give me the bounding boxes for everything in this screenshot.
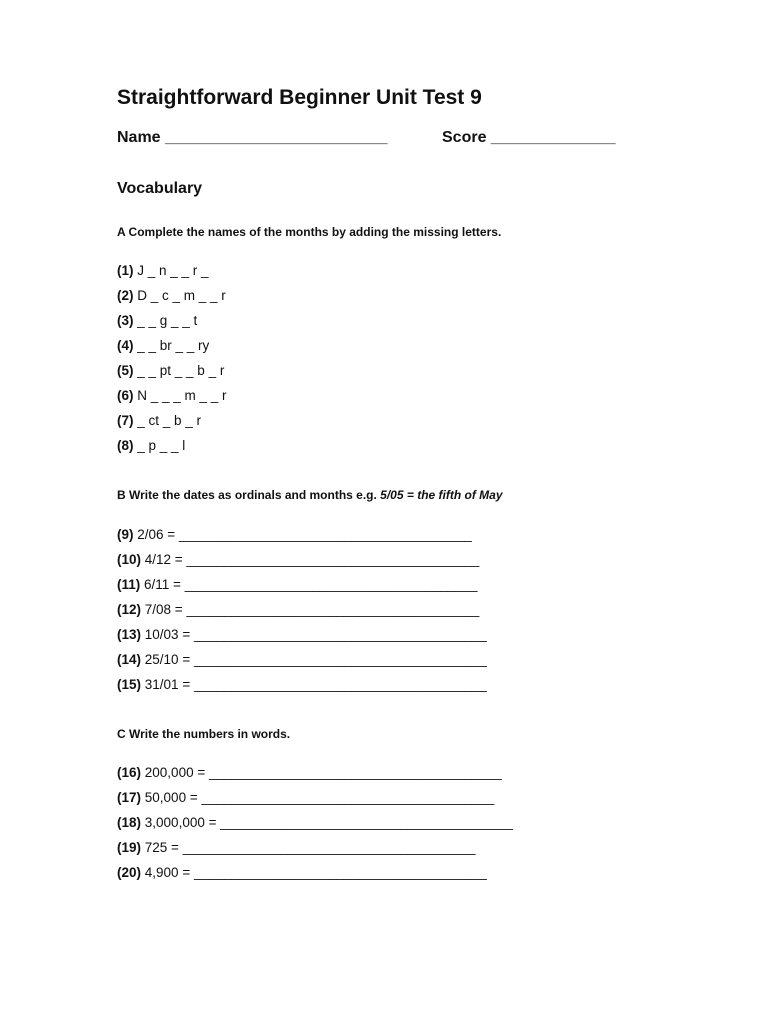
list-item bbox=[117, 433, 227, 458]
item-text: 2/06 = _______________________________________ bbox=[137, 527, 472, 542]
item-number: (14) bbox=[117, 652, 142, 667]
item-number: (20) bbox=[117, 865, 142, 880]
item-text: 6/11 = _______________________________________ bbox=[144, 577, 478, 592]
list-part-a bbox=[117, 258, 227, 458]
instruction-part-b bbox=[117, 488, 503, 502]
item-text: N _ _ _ m _ _ r bbox=[137, 388, 227, 403]
list-part-b bbox=[117, 522, 487, 697]
item-number: (10) bbox=[117, 552, 142, 567]
item-number: (8) bbox=[117, 438, 134, 453]
list-item bbox=[117, 810, 513, 835]
list-item bbox=[117, 333, 227, 358]
item-number: (6) bbox=[117, 388, 134, 403]
item-number: (12) bbox=[117, 602, 142, 617]
item-number: (18) bbox=[117, 815, 142, 830]
list-item bbox=[117, 597, 487, 622]
item-number: (13) bbox=[117, 627, 142, 642]
list-item bbox=[117, 308, 227, 333]
item-text: _ _ g _ _ t bbox=[137, 313, 198, 328]
item-text: 725 = _______________________________________ bbox=[144, 840, 476, 855]
instruction-part-c: C Write the numbers in words. bbox=[117, 727, 291, 741]
item-number: (7) bbox=[117, 413, 134, 428]
item-text: _ ct _ b _ r bbox=[137, 413, 202, 428]
item-number: (2) bbox=[117, 288, 134, 303]
item-text: 200,000 = _______________________________________ bbox=[144, 765, 502, 780]
item-number: (16) bbox=[117, 765, 142, 780]
list-item bbox=[117, 785, 513, 810]
list-item bbox=[117, 672, 487, 697]
name-line bbox=[117, 129, 388, 147]
list-item bbox=[117, 283, 227, 308]
item-number: (5) bbox=[117, 363, 134, 378]
instruction-part-a: A Complete the names of the months by adding the missing letters. bbox=[117, 225, 502, 239]
item-number: (4) bbox=[117, 338, 134, 353]
item-text: 50,000 = _______________________________________ bbox=[144, 790, 495, 805]
list-item bbox=[117, 760, 513, 785]
item-text: _ _ br _ _ ry bbox=[137, 338, 210, 353]
name-blank: _________________________ bbox=[165, 129, 388, 146]
instruction-part-b-main: B Write the dates as ordinals and months e.g. bbox=[117, 488, 377, 502]
item-number: (9) bbox=[117, 527, 134, 542]
item-text: 31/01 = _______________________________________ bbox=[144, 677, 487, 692]
list-item bbox=[117, 835, 513, 860]
list-item bbox=[117, 258, 227, 283]
item-text: 7/08 = _______________________________________ bbox=[144, 602, 480, 617]
item-text: 4/12 = _______________________________________ bbox=[144, 552, 480, 567]
list-item bbox=[117, 647, 487, 672]
page-title: Straightforward Beginner Unit Test 9 bbox=[117, 86, 482, 109]
item-text: 4,900 = _______________________________________ bbox=[144, 865, 487, 880]
item-text: 10/03 = _______________________________________ bbox=[144, 627, 487, 642]
item-text: J _ n _ _ r _ bbox=[137, 263, 209, 278]
item-text: 25/10 = _______________________________________ bbox=[144, 652, 487, 667]
score-blank: ______________ bbox=[490, 129, 616, 146]
list-item bbox=[117, 572, 487, 597]
item-number: (1) bbox=[117, 263, 134, 278]
item-number: (11) bbox=[117, 577, 141, 592]
item-text: _ _ pt _ _ b _ r bbox=[137, 363, 225, 378]
name-label: Name bbox=[117, 129, 161, 146]
list-part-c bbox=[117, 760, 513, 885]
item-number: (3) bbox=[117, 313, 134, 328]
list-item bbox=[117, 860, 513, 885]
item-number: (17) bbox=[117, 790, 142, 805]
item-text: 3,000,000 = _______________________________________ bbox=[144, 815, 514, 830]
section-heading-vocabulary: Vocabulary bbox=[117, 180, 203, 197]
list-item bbox=[117, 383, 227, 408]
list-item bbox=[117, 408, 227, 433]
list-item bbox=[117, 358, 227, 383]
item-text: _ p _ _ l bbox=[137, 438, 186, 453]
list-item bbox=[117, 622, 487, 647]
list-item bbox=[117, 522, 487, 547]
list-item bbox=[117, 547, 487, 572]
instruction-part-b-example: 5/05 = the fifth of May bbox=[380, 488, 503, 502]
score-line bbox=[442, 129, 616, 147]
item-number: (15) bbox=[117, 677, 142, 692]
item-text: D _ c _ m _ _ r bbox=[137, 288, 226, 303]
score-label: Score bbox=[442, 129, 487, 146]
item-number: (19) bbox=[117, 840, 142, 855]
